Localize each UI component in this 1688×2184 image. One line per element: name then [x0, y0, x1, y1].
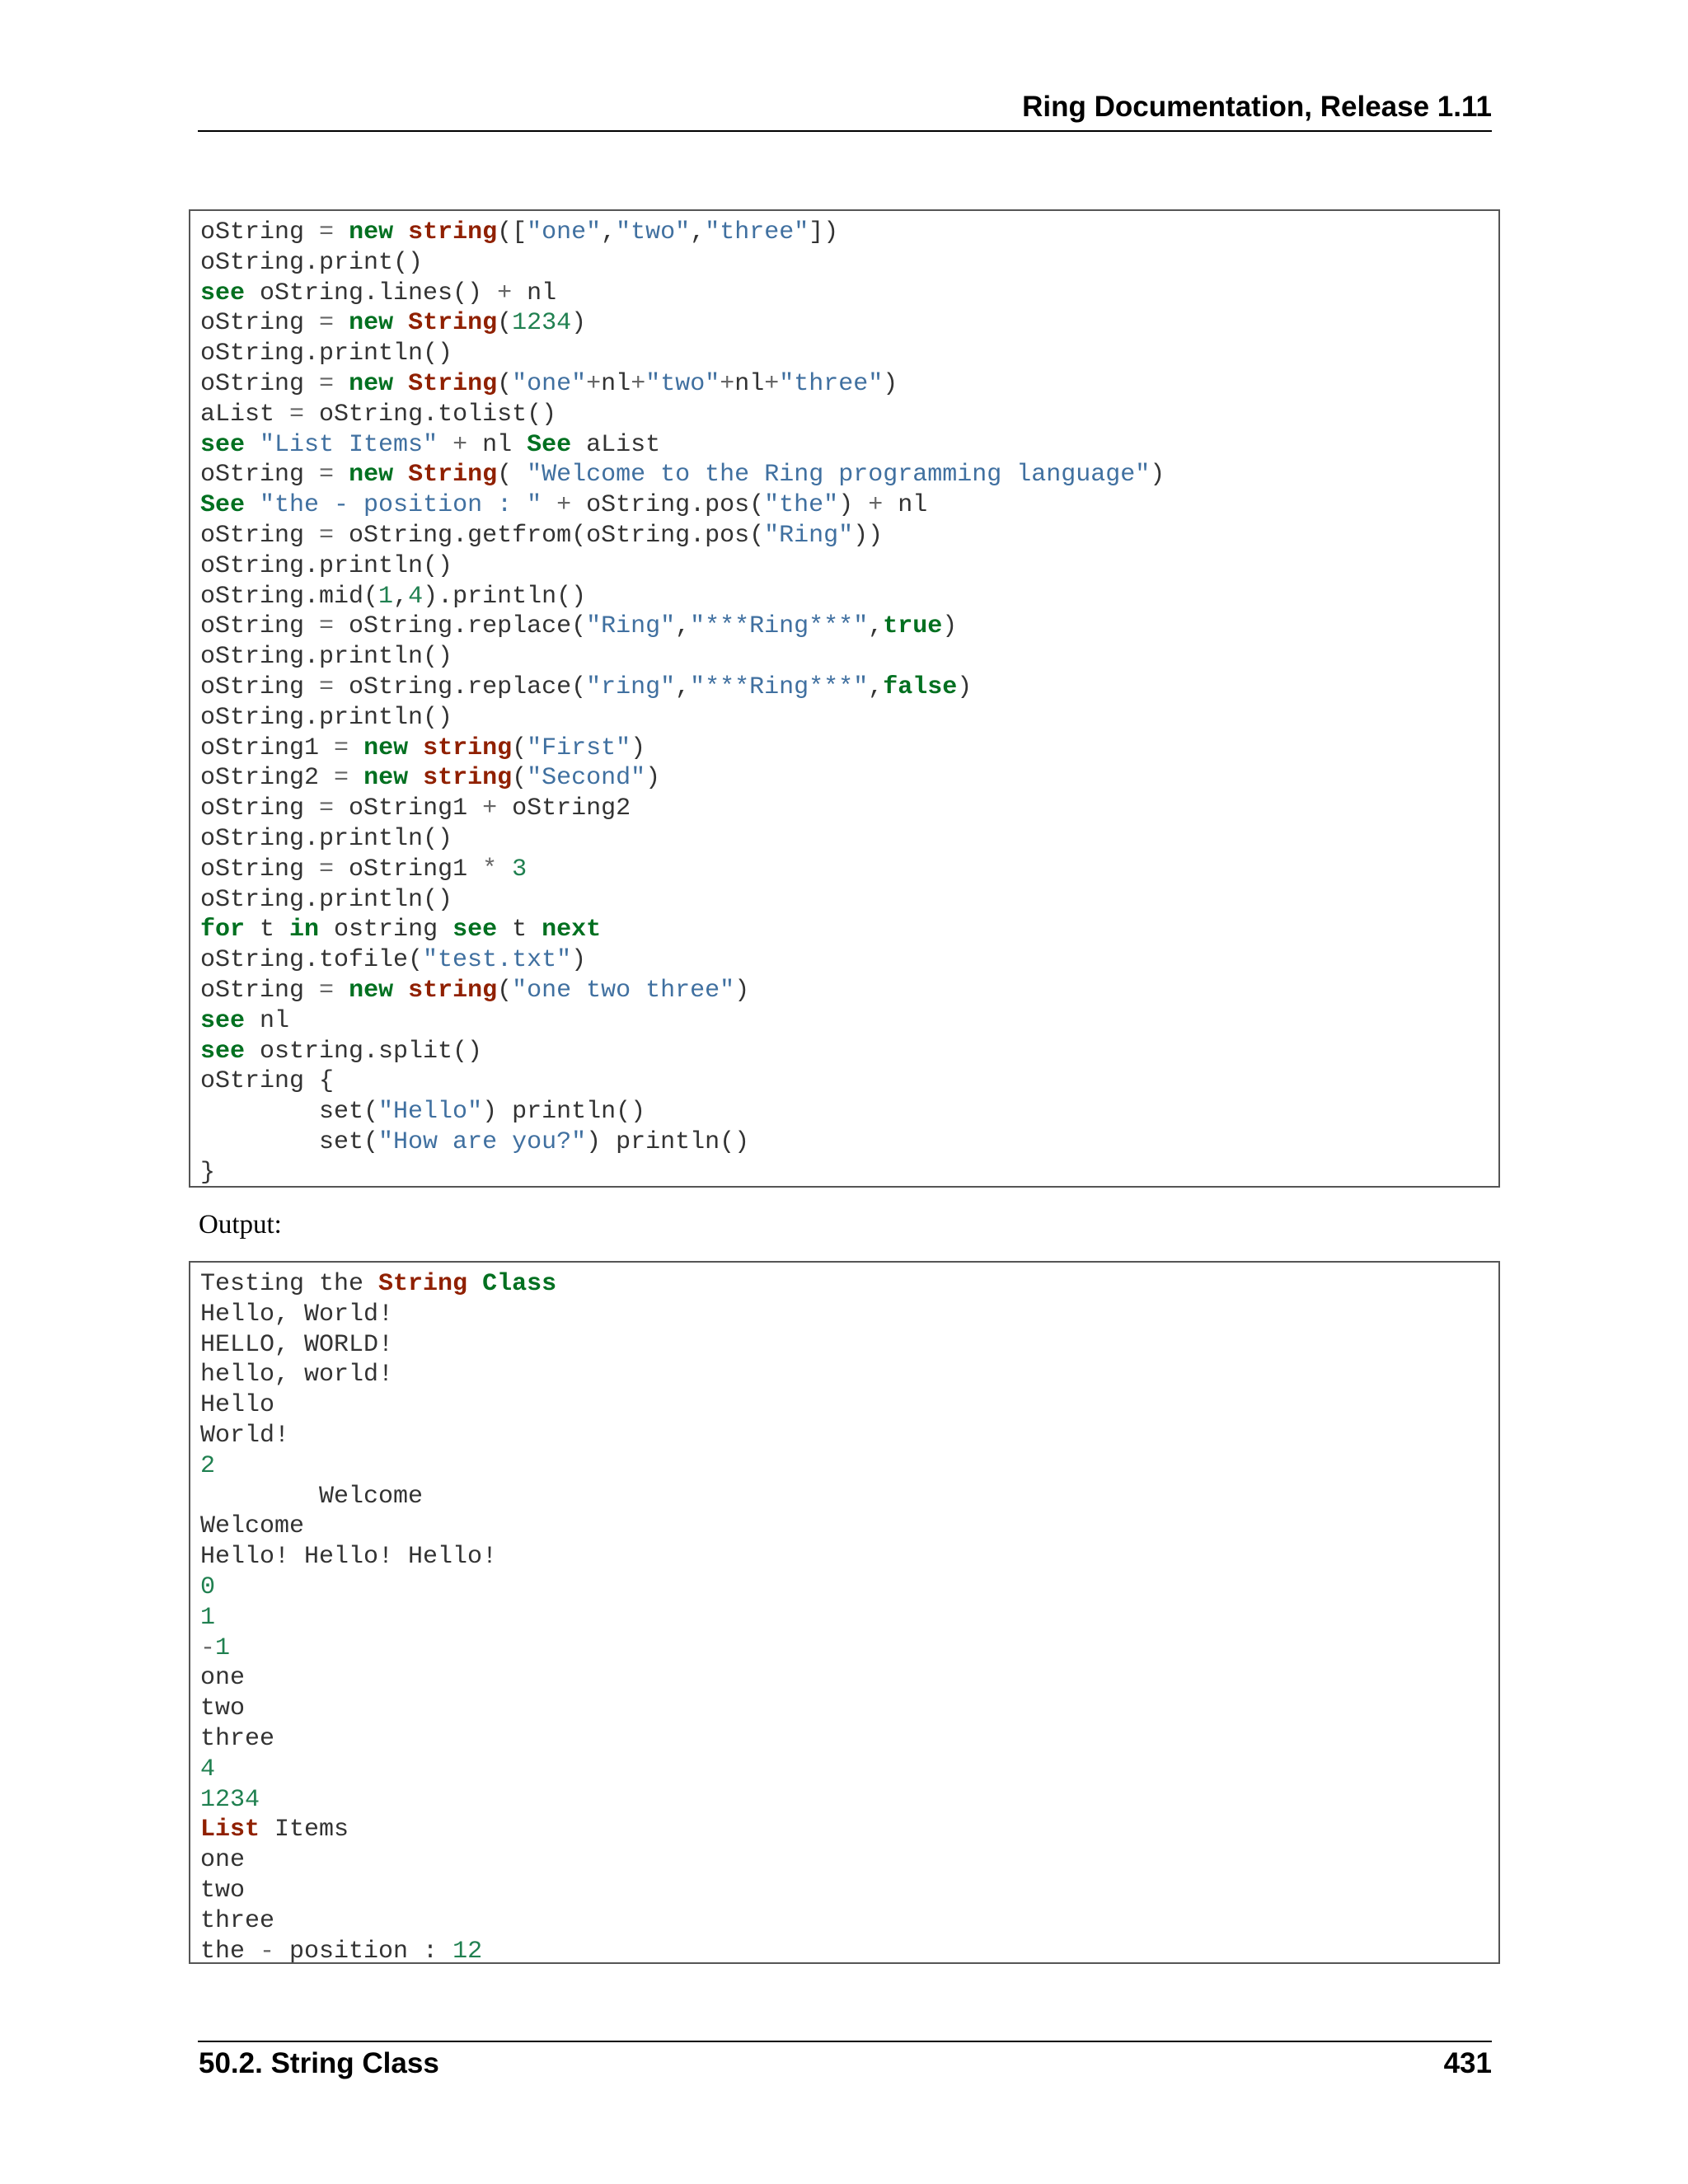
code-token: set(	[200, 1098, 379, 1127]
code-token: )	[631, 733, 646, 762]
code-token: oString	[200, 855, 320, 883]
code-token: t	[245, 916, 290, 944]
code-line	[200, 642, 1498, 673]
code-token: String	[408, 309, 498, 338]
code-token: new	[349, 976, 394, 1005]
code-token: 3	[512, 855, 528, 883]
output-block	[189, 1261, 1500, 1964]
code-token: oString {	[200, 1067, 335, 1096]
code-token: "***Ring***"	[690, 673, 869, 701]
document-title: Ring Documentation, Release 1.11	[1022, 91, 1492, 123]
code-token	[542, 491, 556, 519]
code-token: =	[319, 673, 335, 701]
code-token: "Ring"	[764, 521, 854, 550]
code-token: position :	[274, 1937, 453, 1966]
code-token: oString.replace(	[334, 612, 587, 641]
code-token: the	[200, 1937, 260, 1966]
code-token: =	[319, 218, 335, 246]
code-token: false	[883, 673, 958, 701]
output-line	[200, 1724, 1498, 1755]
code-token: +	[631, 369, 646, 398]
code-token: )	[1150, 461, 1165, 490]
code-token: =	[334, 764, 349, 793]
output-line	[200, 1269, 1498, 1300]
code-line	[200, 521, 1498, 551]
code-token: (	[497, 461, 528, 490]
code-token: oString.println()	[200, 824, 453, 853]
code-line	[200, 763, 1498, 794]
code-token: +	[497, 279, 513, 307]
output-line	[200, 1755, 1498, 1785]
code-token: "***Ring***"	[690, 612, 869, 641]
code-token: string	[408, 218, 498, 246]
code-token	[438, 431, 452, 459]
code-token: oString	[200, 521, 320, 550]
code-line	[200, 490, 1498, 521]
code-token: oString.println()	[200, 340, 453, 368]
code-token: oString	[200, 976, 320, 1005]
code-token: 2	[200, 1451, 216, 1480]
code-token: "Second"	[527, 764, 646, 793]
code-token: oString	[200, 612, 320, 641]
output-line	[200, 1633, 1498, 1664]
code-token: three	[200, 1724, 275, 1753]
code-token: }	[200, 1158, 216, 1187]
code-token: see	[200, 1037, 246, 1066]
output-line	[200, 1451, 1498, 1482]
code-token: =	[319, 855, 335, 883]
code-line	[200, 794, 1498, 824]
code-line	[200, 248, 1498, 279]
code-token: 1	[200, 1603, 216, 1632]
output-line	[200, 1694, 1498, 1724]
code-token: Welcome	[200, 1512, 305, 1541]
output-line	[200, 1542, 1498, 1572]
code-token: nl	[734, 369, 765, 398]
code-token	[334, 309, 349, 337]
code-token: Testing the	[200, 1270, 379, 1298]
code-token: =	[319, 612, 335, 641]
code-token: )	[571, 309, 587, 338]
code-token: =	[319, 309, 335, 338]
code-block	[189, 209, 1500, 1188]
code-token: ostring	[319, 916, 453, 944]
code-token: Class	[482, 1270, 557, 1298]
code-token: *	[482, 855, 498, 883]
code-token: see	[200, 279, 246, 307]
code-token: =	[319, 794, 335, 823]
code-token: (	[512, 733, 528, 762]
code-line	[200, 703, 1498, 733]
code-token: new	[349, 461, 394, 490]
code-token: "two"	[616, 218, 691, 246]
code-token: "the - position : "	[260, 491, 542, 520]
code-line	[200, 1037, 1498, 1067]
code-token	[334, 218, 349, 246]
code-line	[200, 1006, 1498, 1037]
code-token	[467, 1270, 482, 1298]
code-token: +	[586, 369, 602, 398]
code-line	[200, 551, 1498, 582]
output-line	[200, 1511, 1498, 1542]
code-token: oString.println()	[200, 551, 453, 580]
code-line	[200, 612, 1498, 642]
code-token: new	[363, 733, 409, 762]
code-token: 1234	[512, 309, 572, 338]
output-line	[200, 1937, 1498, 1967]
code-token: one	[200, 1664, 246, 1693]
code-token: "First"	[527, 733, 631, 762]
code-line	[200, 1127, 1498, 1158]
code-token: two	[200, 1694, 246, 1723]
output-line	[200, 1845, 1498, 1876]
code-token: oString	[200, 218, 320, 246]
code-token: +	[482, 794, 498, 823]
code-token: see	[200, 430, 246, 459]
code-token: ,	[690, 218, 706, 246]
code-token: two	[200, 1876, 246, 1905]
code-token: =	[289, 400, 305, 429]
code-token: +	[452, 430, 468, 459]
code-token: oString	[200, 369, 320, 398]
code-token: String	[378, 1270, 468, 1298]
code-token: ) println()	[482, 1098, 646, 1127]
code-token	[408, 764, 423, 792]
code-line	[200, 369, 1498, 400]
code-token: see	[452, 916, 498, 944]
code-token: string	[423, 764, 513, 793]
code-token: +	[868, 491, 884, 520]
code-token: "one"	[527, 218, 602, 246]
code-token: oString1	[334, 855, 483, 883]
output-line	[200, 1603, 1498, 1633]
code-token: nl	[467, 430, 528, 459]
code-token: +	[556, 491, 572, 520]
code-token: )	[645, 764, 661, 793]
code-token: oString.print()	[200, 248, 424, 277]
code-token: ,	[393, 582, 409, 611]
code-token	[334, 977, 349, 1005]
output-line	[200, 1421, 1498, 1451]
code-token: aList	[571, 430, 661, 459]
code-token: "the"	[764, 491, 839, 520]
code-token: 0	[200, 1572, 216, 1601]
code-token: next	[542, 916, 602, 944]
code-token: (	[497, 976, 513, 1005]
output-line	[200, 1785, 1498, 1816]
code-token: 4	[200, 1755, 216, 1783]
code-token: See	[527, 430, 572, 459]
code-line	[200, 885, 1498, 916]
code-token: Welcome	[200, 1482, 424, 1511]
code-token: +	[720, 369, 735, 398]
code-token: =	[334, 733, 349, 762]
code-token: +	[764, 369, 780, 398]
code-token: ,	[675, 673, 691, 701]
code-token: "one two three"	[512, 976, 735, 1005]
code-token: ))	[853, 521, 884, 550]
code-token: "one"	[512, 369, 587, 398]
code-line	[200, 945, 1498, 976]
code-token: new	[363, 764, 409, 793]
code-token: nl	[512, 279, 557, 307]
code-token: ,	[675, 612, 691, 641]
output-line	[200, 1390, 1498, 1421]
code-token: Hello, World!	[200, 1300, 394, 1329]
code-token: oString1	[200, 733, 335, 762]
code-token: oString.tolist()	[304, 400, 557, 429]
output-label: Output:	[199, 1210, 282, 1240]
code-token	[245, 491, 260, 519]
code-token: (	[497, 369, 513, 398]
code-line	[200, 1158, 1498, 1188]
code-token: )	[571, 946, 587, 975]
code-token	[393, 309, 408, 337]
code-token: 1234	[200, 1785, 260, 1814]
code-line	[200, 733, 1498, 764]
code-token: oString.println()	[200, 885, 453, 914]
output-line	[200, 1663, 1498, 1694]
footer-section: 50.2. String Class	[199, 2047, 439, 2079]
code-line	[200, 976, 1498, 1006]
code-line	[200, 400, 1498, 430]
code-token: )	[942, 612, 958, 641]
code-line	[200, 430, 1498, 461]
code-token: "three"	[779, 369, 884, 398]
code-token	[334, 461, 349, 489]
code-token: =	[319, 976, 335, 1005]
code-token: HELLO, WORLD!	[200, 1330, 394, 1359]
code-token: )	[838, 491, 869, 520]
code-token: "How are you?"	[378, 1127, 587, 1156]
code-token: ,	[868, 612, 884, 641]
code-line	[200, 1066, 1498, 1097]
code-token: three	[200, 1906, 275, 1935]
code-token: ([	[497, 218, 528, 246]
code-token: =	[319, 461, 335, 490]
code-token: see	[200, 1006, 246, 1035]
code-token: "three"	[705, 218, 809, 246]
code-token: nl	[601, 369, 631, 398]
page-number: 431	[1443, 2047, 1492, 2079]
code-token: for	[200, 916, 246, 944]
code-token: t	[497, 916, 542, 944]
code-token: in	[289, 916, 320, 944]
code-token: String	[408, 461, 498, 490]
code-token: "two"	[645, 369, 720, 398]
code-token: oString.mid(	[200, 582, 379, 611]
code-token: "Welcome to the Ring programming language"	[527, 461, 1151, 490]
footer-rule	[198, 2041, 1492, 2042]
code-line	[200, 339, 1498, 369]
code-line	[200, 915, 1498, 945]
code-token: 4	[408, 582, 424, 611]
output-line	[200, 1572, 1498, 1603]
code-token: nl	[245, 1006, 290, 1035]
code-token: oString	[200, 794, 320, 823]
code-token: set(	[200, 1127, 379, 1156]
code-token: )	[957, 673, 973, 701]
code-token: oString	[200, 673, 320, 701]
code-line	[200, 218, 1498, 248]
code-token: oString.getfrom(oString.pos(	[334, 521, 765, 550]
code-token	[408, 734, 423, 762]
code-token: new	[349, 309, 394, 338]
code-token: nl	[883, 491, 928, 520]
code-line	[200, 308, 1498, 339]
code-token: Hello! Hello! Hello!	[200, 1543, 498, 1572]
output-line	[200, 1815, 1498, 1845]
code-token: "test.txt"	[423, 946, 572, 975]
code-token: new	[349, 369, 394, 398]
code-token: 1	[378, 582, 394, 611]
code-token: oString.tofile(	[200, 946, 424, 975]
code-token	[393, 461, 408, 489]
code-line	[200, 824, 1498, 855]
code-token: oString.replace(	[334, 673, 587, 701]
code-line	[200, 673, 1498, 703]
code-token: ,	[601, 218, 617, 246]
code-token: Items	[260, 1816, 349, 1844]
code-token: oString2	[200, 764, 335, 793]
code-token: oString.println()	[200, 703, 453, 732]
code-token: =	[319, 369, 335, 398]
code-token: "ring"	[586, 673, 676, 701]
output-line	[200, 1300, 1498, 1330]
code-token: (	[497, 309, 513, 338]
code-token: string	[408, 976, 498, 1005]
output-line	[200, 1906, 1498, 1937]
code-token: ])	[809, 218, 839, 246]
code-token	[349, 734, 363, 762]
code-token: new	[349, 218, 394, 246]
output-line	[200, 1482, 1498, 1512]
code-token: ostring.split()	[245, 1037, 483, 1066]
code-token	[245, 431, 260, 459]
code-token: ,	[868, 673, 884, 701]
code-token	[393, 370, 408, 398]
code-line	[200, 279, 1498, 309]
code-token	[393, 977, 408, 1005]
code-token: string	[423, 733, 513, 762]
code-token: oString2	[497, 794, 631, 823]
code-token: oString.lines()	[245, 279, 498, 307]
code-token	[349, 764, 363, 792]
code-token: (	[512, 764, 528, 793]
code-token: true	[883, 612, 943, 641]
code-token: oString1	[334, 794, 483, 823]
code-token: hello, world!	[200, 1361, 394, 1390]
code-token: -	[200, 1633, 216, 1662]
code-line	[200, 855, 1498, 885]
code-token: oString.println()	[200, 643, 453, 672]
code-token: "Ring"	[586, 612, 676, 641]
code-token: 1	[215, 1633, 231, 1662]
code-token: oString	[200, 461, 320, 490]
code-token: oString.pos(	[571, 491, 765, 520]
code-token: ).println()	[423, 582, 587, 611]
code-token: one	[200, 1846, 246, 1875]
page-header	[198, 91, 1492, 132]
code-token: "List Items"	[260, 430, 438, 459]
code-token	[497, 855, 512, 883]
output-line	[200, 1330, 1498, 1361]
code-token: )	[883, 369, 898, 398]
code-token: See	[200, 491, 246, 520]
code-token	[393, 218, 408, 246]
code-token: =	[319, 521, 335, 550]
code-token	[334, 370, 349, 398]
code-token: ) println()	[586, 1127, 750, 1156]
code-token: World!	[200, 1421, 290, 1450]
code-token: aList	[200, 400, 290, 429]
output-line	[200, 1360, 1498, 1390]
code-token: )	[734, 976, 750, 1005]
code-line	[200, 460, 1498, 490]
code-token: -	[260, 1937, 275, 1966]
code-token: String	[408, 369, 498, 398]
code-line	[200, 582, 1498, 612]
code-token: "Hello"	[378, 1098, 483, 1127]
code-token: 12	[452, 1937, 483, 1966]
code-token: Hello	[200, 1391, 275, 1420]
code-line	[200, 1097, 1498, 1127]
code-token: List	[200, 1816, 260, 1844]
output-line	[200, 1876, 1498, 1906]
code-token: oString	[200, 309, 320, 338]
